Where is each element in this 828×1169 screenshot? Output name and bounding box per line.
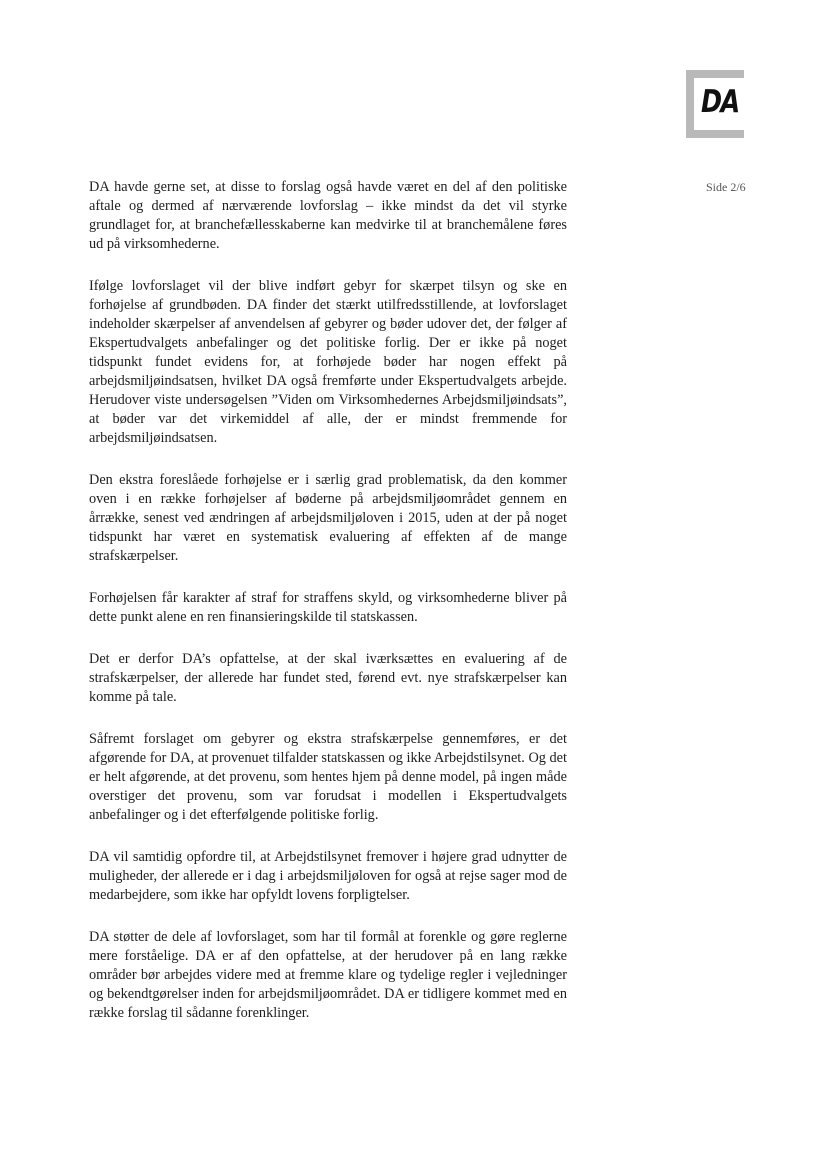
document-body (89, 178, 567, 1046)
logo-text: DA (701, 84, 739, 120)
paragraph-6: Såfremt forslaget om gebyrer og ekstra strafskærpelse gennemføres, er det afgørende for DA, at provenuet tilfalder statskassen og ikke Arbejdstilsynet. Og det er helt afgørende, at det provenu, som hentes hjem på denne model, på ingen måde overstiger det provenu, som var forudsat i modellen i Ekspertudvalgets anbefalinger og i det efterfølgende politiske forlig. (89, 731, 567, 823)
page-number: Side 2/6 (706, 180, 746, 194)
paragraph-2: Ifølge lovforslaget vil der blive indført gebyr for skærpet tilsyn og ske en forhøjelse af grundbøden. DA finder det stærkt utilfredsstillende, at lovforslaget indeholder skærpelser af anvendelsen af gebyrer og bøder udover det, der følger af Ekspertudvalgets anbefalinger og det politiske forlig. Der er ikke på noget tidspunkt fundet evidens for, at forhøjede bøder har nogen effekt på arbejdsmiljøindsatsen, hvilket DA også fremførte under Ekspertudvalgets arbejde. Herudover viste undersøgelsen ”Viden om Virksomhedernes Arbejdsmiljøindsats”, at bøder var det virkemiddel af alle, der er mindst fremmende for arbejdsmiljøindsatsen. (89, 278, 567, 446)
paragraph-3: Den ekstra foreslåede forhøjelse er i særlig grad problematisk, da den kommer oven i en række forhøjelser af bøderne på arbejdsmiljøområdet gennem en årrække, senest ved ændringen af arbejdsmiljøloven i 2015, uden at der på noget tidspunkt har været en systematisk evaluering af effekten af de mange strafskærpelser. (89, 472, 567, 564)
paragraph-5: Det er derfor DA’s opfattelse, at der skal iværksættes en evaluering af de strafskærpelser, der allerede har fundet sted, førend evt. nye strafskærpelser kan komme på tale. (89, 651, 567, 705)
paragraph-7: DA vil samtidig opfordre til, at Arbejdstilsynet fremover i højere grad udnytter de muligheder, der allerede er i dag i arbejdsmiljøloven for også at rejse sager mod de medarbejdere, som ikke har opfyldt lovens forpligtelser. (89, 849, 567, 903)
paragraph-1: DA havde gerne set, at disse to forslag også havde været en del af den politiske aftale og dermed af nærværende lovforslag – ikke mindst da det vil styrke grundlaget for, at branchefællesskaberne kan medvirke til at branchemålene føres ud på virksomhederne. (89, 179, 567, 252)
paragraph-8: DA støtter de dele af lovforslaget, som har til formål at forenkle og gøre reglerne mere forståelige. DA er af den opfattelse, at der herudover på en lang række områder bør arbejdes videre med at fremme klare og tydelige regler i vejledninger og bekendtgørelser inden for arbejdsmiljøområdet. DA er tidligere kommet med en række forslag til sådanne forenklinger. (89, 929, 567, 1021)
da-logo (686, 70, 758, 140)
paragraph-4: Forhøjelsen får karakter af straf for straffens skyld, og virksomhederne bliver på dette punkt alene en ren finansieringskilde til statskassen. (89, 590, 567, 625)
